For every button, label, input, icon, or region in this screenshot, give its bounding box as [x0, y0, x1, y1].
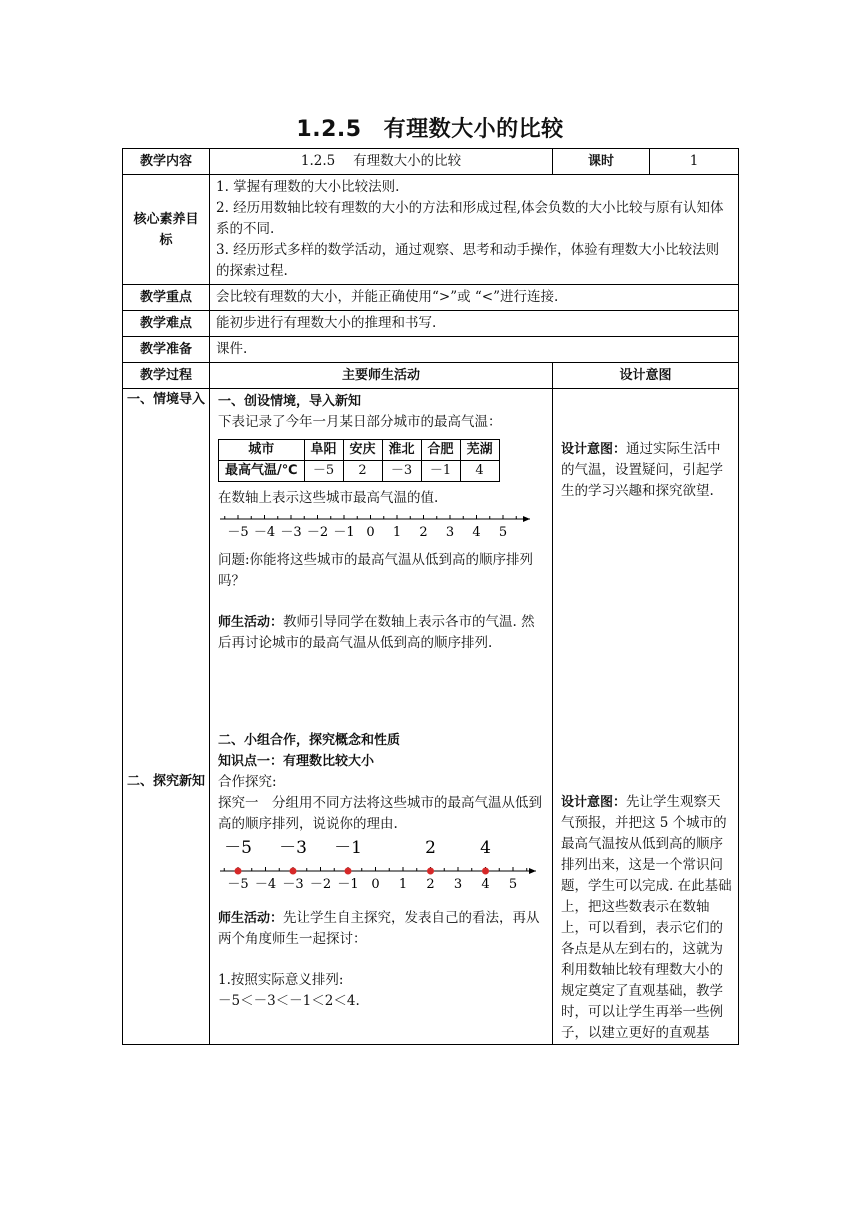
row-prep	[123, 337, 739, 363]
lesson-plan-table	[122, 148, 739, 1045]
tick-label: 3	[453, 877, 463, 892]
content-value: 1.2.5 有理数大小的比较	[210, 149, 553, 175]
row-content	[123, 149, 739, 175]
row-process-body	[123, 389, 739, 1045]
temp-header: 阜阳	[304, 440, 343, 461]
point-label: －5	[224, 838, 252, 858]
tick-label: 4	[472, 525, 481, 540]
prep-label: 教学准备	[123, 337, 210, 363]
temperature-table	[218, 439, 500, 482]
section1-heading: 一、创设情境，导入新知	[218, 394, 362, 409]
tick-label: 1	[398, 877, 408, 892]
section2-subheading: 知识点一：有理数比较大小	[218, 754, 375, 769]
process-col2-header: 主要师生活动	[210, 363, 553, 389]
temp-value: 4	[460, 461, 499, 482]
tick-label: －4	[253, 525, 276, 540]
point-label: －3	[279, 838, 307, 858]
hours-label: 课时	[553, 149, 650, 175]
goal-item: 3. 经历形式多样的数学活动，通过观察、思考和动手操作，体验有理数大小比较法则的探索过程.	[216, 242, 720, 279]
tick-label: 4	[481, 877, 490, 892]
intent-text: 先让学生观察天气预报，并把这 5 个城市的最高气温按从低到高的顺序排列出来，这是一个常识问题，学生可以完成. 在此基础上，把这些数表示在数轴上，可以看到，表示它们的各点是从左到右的，这就为利用数轴比较有理数大小的规定奠定了直观基础，教学时，可以让学生再举一些例子，以建立更好的直观基	[561, 794, 732, 1041]
section2-intent	[561, 792, 732, 1044]
tick-label: －2	[309, 877, 332, 892]
row-key-point	[123, 285, 739, 311]
row-process-header	[123, 363, 739, 389]
goal-item: 2. 经历用数轴比较有理数的大小的方法和形成过程,体会负数的大小比较与原有认知体系的不同.	[216, 200, 724, 237]
temperature-point	[482, 868, 489, 875]
tick-label: －1	[337, 877, 359, 892]
temp-header: 合肥	[421, 440, 460, 461]
prep-value: 课件.	[210, 337, 739, 363]
intent-text: 通过实际生活中的气温，设置疑问，引起学生的学习兴趣和探究欲望.	[561, 441, 723, 499]
difficulty-value: 能初步进行有理数大小的推理和书写.	[210, 311, 739, 337]
process-col3-header: 设计意图	[553, 363, 739, 389]
tick-label: －5	[227, 525, 249, 540]
intent-label: 设计意图：	[561, 795, 627, 810]
temp-header: 安庆	[343, 440, 382, 461]
section1-intent	[561, 439, 732, 502]
tick-label: 2	[426, 877, 435, 892]
temp-value: 2	[343, 461, 382, 482]
temp-header: 芜湖	[460, 440, 499, 461]
section1-intro: 下表记录了今年一月某日部分城市的最高气温：	[218, 414, 502, 430]
temperature-point	[427, 868, 434, 875]
key-point-label: 教学重点	[123, 285, 210, 311]
page-title	[0, 112, 860, 143]
process-activities	[210, 389, 553, 1045]
row-difficulty	[123, 311, 739, 337]
tick-label: 0	[366, 525, 375, 540]
axis-arrow	[523, 516, 530, 522]
tick-label: －2	[306, 525, 329, 540]
goal-item: 1. 掌握有理数的大小比较法则.	[216, 179, 400, 195]
tick-label: 5	[508, 877, 518, 892]
section1-question: 问题:你能将这些城市的最高气温从低到高的顺序排列吗？	[218, 552, 534, 589]
section2-heading: 二、小组合作，探究概念和性质	[218, 733, 401, 748]
goals-label: 核心素养目标	[123, 175, 210, 285]
tick-label: 1	[392, 525, 402, 540]
activity-label: 师生活动：	[218, 615, 284, 630]
tick-label: 2	[419, 525, 428, 540]
title-text: 有理数大小的比较	[383, 117, 564, 142]
temperature-point	[290, 868, 297, 875]
difficulty-label: 教学难点	[123, 311, 210, 337]
content-label: 教学内容	[123, 149, 210, 175]
temp-value: －5	[304, 461, 343, 482]
coop-label: 合作探究:	[218, 774, 277, 790]
temperature-point	[235, 868, 242, 875]
row-goals	[123, 175, 739, 285]
process-labels	[123, 389, 210, 1045]
explore-text: 探究一 分组用不同方法将这些城市的最高气温从低到高的顺序排列，说说你的理由.	[218, 795, 542, 832]
temp-header: 淮北	[382, 440, 421, 461]
section1-label: 一、情境导入	[127, 392, 206, 407]
process-intents	[553, 389, 739, 1045]
tick-label: 0	[371, 877, 380, 892]
tick-label: －3	[282, 877, 304, 892]
number-line-2	[218, 835, 542, 893]
process-col1-header: 教学过程	[123, 363, 210, 389]
step1-text: 1.按照实际意义排列:	[218, 972, 344, 988]
point-label: －1	[334, 838, 362, 858]
temp-row-label: 最高气温/℃	[219, 461, 305, 482]
tick-label: －5	[227, 877, 249, 892]
temp-header: 城市	[219, 440, 305, 461]
point-label: 2	[425, 838, 436, 858]
hours-value: 1	[650, 149, 739, 175]
activity-label: 师生活动：	[218, 911, 284, 926]
section1-activity	[218, 612, 546, 654]
temperature-point	[345, 868, 352, 875]
temp-value: －1	[421, 461, 460, 482]
activity-text: 先让学生自主探究，发表自己的看法，再从两个角度师生一起探讨：	[218, 910, 540, 947]
section2-activity	[218, 908, 546, 950]
point-label: 4	[480, 838, 491, 858]
tick-label: －1	[333, 525, 355, 540]
title-number: 1.2.5	[296, 117, 362, 142]
section2-label: 二、探究新知	[127, 774, 206, 789]
order-text: －5＜－3＜－1＜2＜4.	[218, 993, 360, 1009]
key-point-value: 会比较有理数的大小，并能正确使用“>”或 “<”进行连接.	[210, 285, 739, 311]
number-line-1	[218, 509, 538, 543]
numberline-instruction: 在数轴上表示这些城市最高气温的值.	[218, 490, 439, 506]
activity-text: 教师引导同学在数轴上表示各市的气温. 然后再讨论城市的最高气温从低到高的顺序排列.	[218, 614, 535, 651]
temp-value: －3	[382, 461, 421, 482]
intent-label: 设计意图：	[561, 442, 627, 457]
goals-list	[210, 175, 739, 285]
tick-label: 5	[498, 525, 508, 540]
tick-label: －3	[280, 525, 302, 540]
tick-label: 3	[445, 525, 455, 540]
axis-arrow	[529, 868, 536, 874]
tick-label: －4	[254, 877, 277, 892]
